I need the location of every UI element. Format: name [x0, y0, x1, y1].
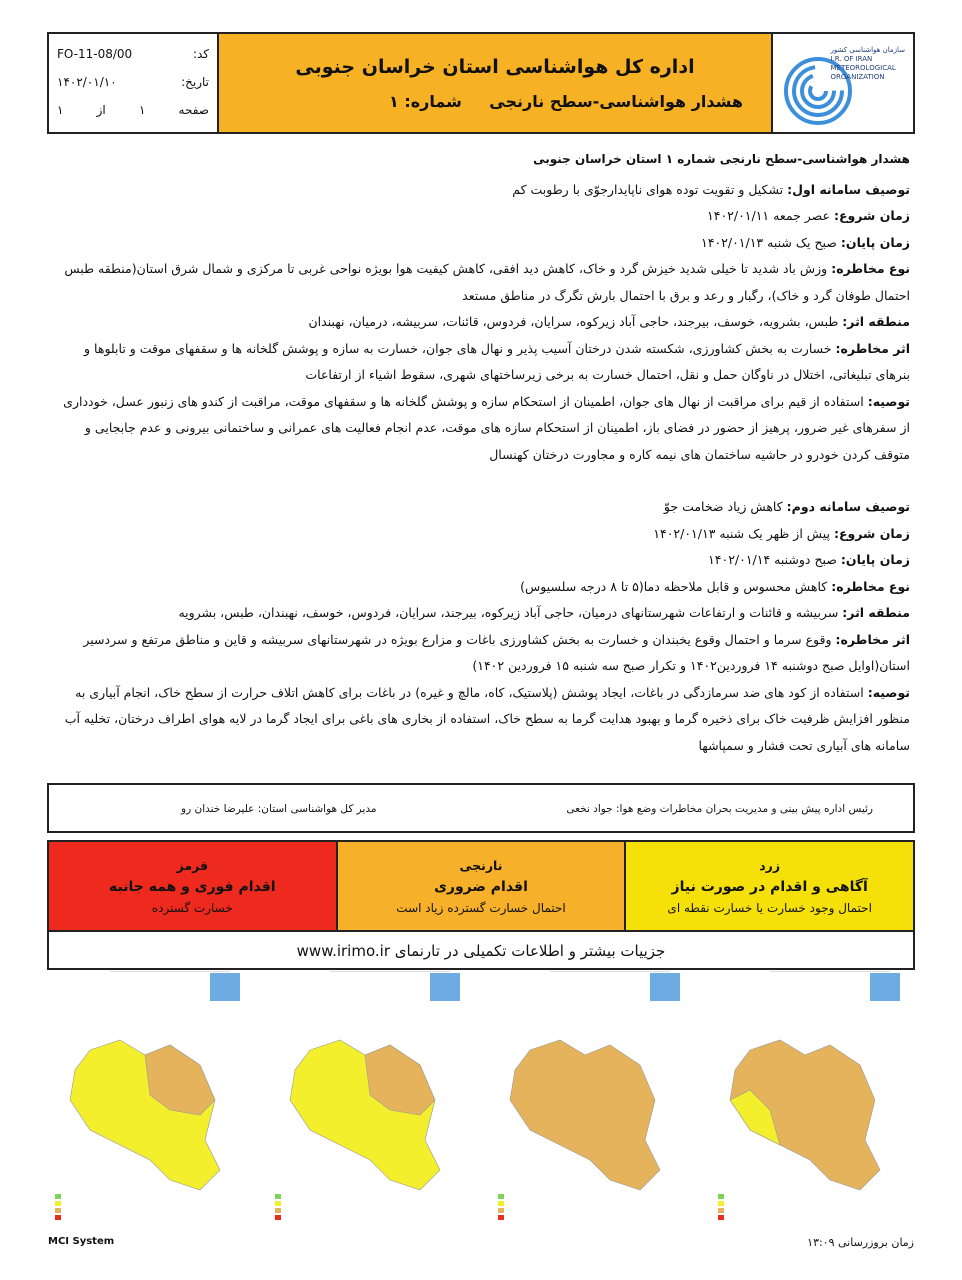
map-logo-icon: [430, 973, 460, 1001]
director-signature: مدیر کل هواشناسی استان: علیرضا خندان رو: [181, 803, 377, 815]
warning-level-title: هشدار هواشناسی-سطح نارنجی: [489, 91, 743, 111]
level-yellow: [626, 842, 913, 930]
map-legend-4: [718, 1193, 727, 1221]
level-yellow-desc: احتمال وجود خسارت یا خسارت نقطه ای: [667, 900, 872, 915]
warning-content: [50, 146, 910, 759]
warning-title: هشدار هواشناسی-سطح نارنجی شماره ۱ استان خراسان جنوبی: [533, 152, 910, 166]
level-orange-action: اقدام ضروری: [434, 878, 528, 895]
level-orange: [338, 842, 627, 930]
page-of: از: [96, 103, 106, 117]
map-header-line: [110, 971, 230, 972]
map-header-line: [550, 971, 670, 972]
system1-start: زمان شروع: عصر جمعه ۱۴۰۲/۰۱/۱۱: [707, 208, 910, 223]
level-orange-name: نارنجی: [459, 857, 503, 873]
update-time: ۱۳:۰۹: [807, 1236, 835, 1249]
date-value: ۱۴۰۲/۰۱/۱۰: [57, 75, 117, 89]
office-title: اداره کل هواشناسی استان خراسان جنوبی: [295, 55, 695, 78]
system1-area: منطقه اثر: طبس، بشرویه، خوسف، بیرجند، حاجی آباد زیرکوه، سرایان، فردوس، قائنات، سربیشه، درمیان، نهبندان: [308, 314, 910, 329]
document-header: [47, 32, 915, 134]
system2-advice: توصیه: استفاده از کود های ضد سرمازدگی در باغات، ایجاد پوشش (پلاستیک، کاه، مالچ و غیره) در باغات برای کاهش اتلاف حرارت از سطح خاک، انجام آبیاری به منظور افزایش ظرفیت خاک برای ذخیره گرما و بهبود هدایت گرما به سطح خاک، استفاده از بخاری های باغی برای ایجاد گرما در لایه هوای اطراف درختان، تخلیه آب سامانه های آبیاری تحت فشار و سمپاشها: [64, 684, 910, 753]
more-info-link[interactable]: جزییات بیشتر و اطلاعات تکمیلی در تارنمای www.irimo.ir: [296, 942, 666, 960]
map-logo-icon: [210, 973, 240, 1001]
province-map-1: [50, 1020, 260, 1220]
map-legend-1: [55, 1193, 64, 1221]
code-row: [57, 40, 209, 68]
level-red-desc: خسارت گسترده: [151, 900, 233, 915]
map-logo-icon: [870, 973, 900, 1001]
level-orange-desc: احتمال خسارت گسترده زیاد است: [396, 900, 566, 915]
map-panel-4: [710, 965, 920, 1230]
update-label: زمان بروزرسانی: [838, 1236, 914, 1249]
system1-end: زمان پایان: صبح یک شنبه ۱۴۰۲/۰۱/۱۳: [701, 234, 910, 250]
province-map-2: [270, 1020, 480, 1220]
warning-levels-table: [47, 840, 915, 970]
map-legend-3: [498, 1193, 507, 1221]
signature-box: [47, 783, 915, 833]
warning-maps: [45, 965, 915, 1235]
logo-text: [831, 46, 906, 82]
page-num: ۱: [138, 103, 146, 117]
levels-row: [49, 842, 913, 932]
organization-logo: [773, 34, 913, 132]
map-header-line: [330, 971, 450, 972]
page-total: ۱: [57, 103, 64, 117]
header-title-block: [219, 34, 773, 132]
logo-en3: ORGANIZATION: [830, 73, 885, 81]
logo-fa: سازمان هواشناسی کشور: [830, 46, 905, 54]
province-map-4: [710, 1020, 920, 1220]
footer-system: MCI System: [48, 1236, 115, 1247]
date-label: تاریخ:: [181, 75, 209, 89]
system1-desc: توصیف سامانه اول: تشکیل و تقویت توده هوای ناپایدارجوّی با رطوبت کم: [512, 181, 910, 197]
map-logo-icon: [650, 973, 680, 1001]
system1-hazard: نوع مخاطره: وزش باد شدید تا خیلی شدید خیزش گرد و خاک، کاهش دید افقی، کاهش کیفیت هوا بویژه نواحی غربی تا مرکزی و شمال شرق استان(منطقه طبس احتمال طوفان گرد و خاک)، رگبار و رعد و برق با احتمال بارش تگرگ در مناطق مستعد: [64, 261, 910, 303]
level-yellow-action: آگاهی و اقدام در صورت نیاز: [671, 878, 868, 895]
level-red-name: قرمز: [176, 857, 209, 873]
system2-hazard: نوع مخاطره: کاهش محسوس و قابل ملاحظه دما(۵ تا ۸ درجه سلسیوس): [520, 578, 910, 594]
system2-start: زمان شروع: پیش از ظهر یک شنبه ۱۴۰۲/۰۱/۱۳: [653, 525, 910, 541]
date-row: [57, 68, 209, 96]
forecast-head-signature: رئیس اداره پیش بینی و مدیریت بحران مخاطرات وضع هوا: جواد نخعی: [566, 803, 873, 815]
level-red: [49, 842, 338, 930]
system1-effect: اثر مخاطره: خسارت به بخش کشاورزی، شکسته شدن درختان آسیب پذیر و نهال های جوان، خسارت به سازه و پوشش گلخانه ها و سقفهای موقت و تابلوها و بنرهای تبلیغاتی، اختلال در ناوگان حمل و نقل، احتمال خسارت به برخی زیرساختهای شهری، سقوط اشیاء از ارتفاعات: [84, 340, 910, 382]
system2-area: منطقه اثر: سربیشه و قائنات و ارتفاعات شهرستانهای درمیان، حاجی آباد زیرکوه، بیرجند، سرایان، فردوس، خوسف، نهبندان، طبس، بشرویه: [178, 605, 910, 620]
warning-number: شماره: ۱: [389, 91, 462, 111]
province-map-3: [490, 1020, 700, 1220]
system2-end: زمان پایان: صبح دوشنبه ۱۴۰۲/۰۱/۱۴: [708, 552, 910, 567]
map-panel-2: [270, 965, 480, 1230]
page-label: صفحه: [178, 103, 209, 117]
code-label: کد:: [192, 47, 209, 61]
section-gap: [50, 468, 910, 494]
system2-effect: اثر مخاطره: وقوع سرما و احتمال وقوع یخبندان و خسارت به بخش کشاورزی باغات و مزارع بویژه در شهرستانهای سربیشه و قاین و مناطق مرتفع و سردسیر استان(اوایل صبح دوشنبه ۱۴ فروردین۱۴۰۲ و تکرار صبح سه شنبه ۱۵ فروردین ۱۴۰۲): [83, 631, 910, 673]
map-panel-1: [50, 965, 260, 1230]
warning-subtitle-row: [219, 92, 771, 111]
level-red-action: اقدام فوری و همه جانبه: [109, 878, 276, 895]
footer-update: [807, 1236, 914, 1249]
logo-en1: I.R. OF IRAN: [830, 55, 873, 63]
system1-advice: توصیه: استفاده از قیم برای مراقبت از نهال های جوان، اطمینان از استحکام سازه و پوشش گلخانه ها و سقفهای موقت، مراقبت از کندو های زنبور عسل، خودداری از سفرهای غیر ضرور، پرهیز از حضور در فضای باز، اطمینان از استحکام سازه های موقت، عدم انجام فعالیت های عمرانی و ساختمانی بیرونی و عدم جابجایی و متوقف کردن خودرو در حاشیه ساختمان های نیمه کاره و مجاورت درختان کهنسال: [63, 393, 910, 462]
system2-desc: توصیف سامانه دوم: کاهش زیاد ضخامت جوّ: [663, 499, 910, 514]
header-meta: [49, 34, 219, 132]
map-header-line: [770, 971, 890, 972]
map-panel-3: [490, 965, 700, 1230]
level-yellow-name: زرد: [759, 857, 781, 873]
code-value: FO-11-08/00: [57, 47, 133, 61]
map-legend-2: [275, 1193, 284, 1221]
page-row: [57, 96, 209, 124]
logo-en2: METEOROLOGICAL: [830, 64, 896, 72]
